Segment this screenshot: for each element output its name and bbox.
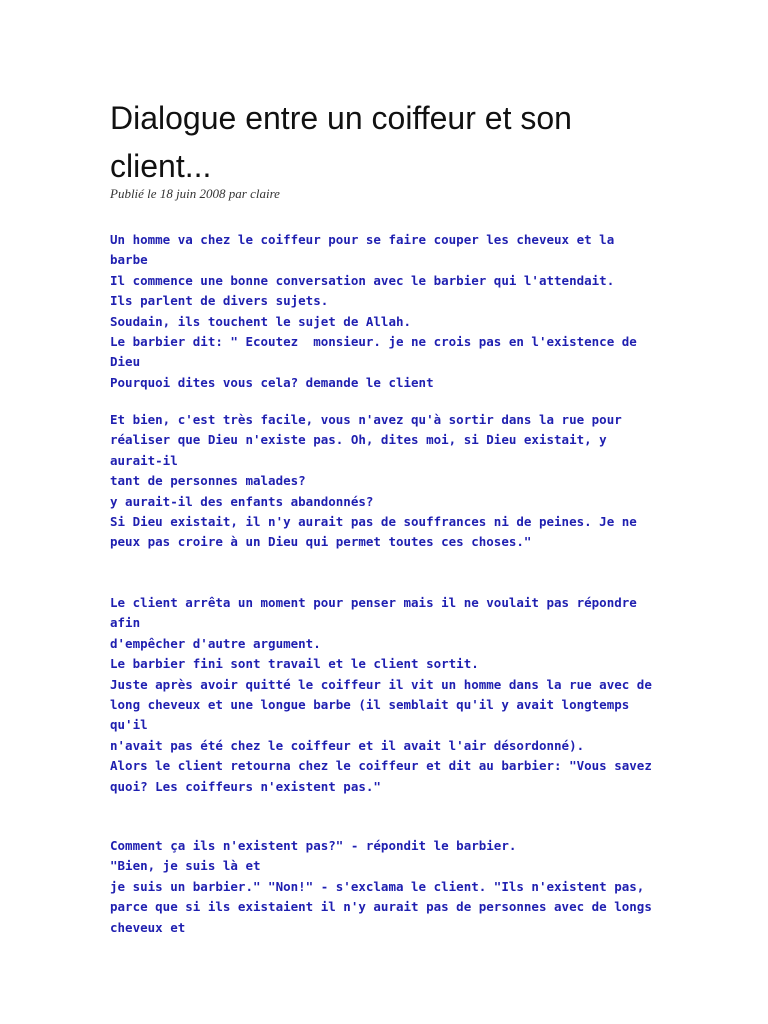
text-line: Le barbier dit: " Ecoutez monsieur. je ne crois pas en l'existence de bbox=[110, 334, 637, 350]
title-line-1: Dialogue entre un coiffeur et son bbox=[110, 100, 572, 136]
text-line: réaliser que Dieu n'existe pas. Oh, dites moi, si Dieu existait, y bbox=[110, 432, 607, 448]
text-line: tant de personnes malades? bbox=[110, 473, 306, 489]
text-line: Si Dieu existait, il n'y aurait pas de souffrances ni de peines. Je ne bbox=[110, 514, 637, 530]
title-line-2: client... bbox=[110, 148, 212, 184]
text-line: y aurait-il des enfants abandonnés? bbox=[110, 493, 374, 509]
byline: Publié le 18 juin 2008 par claire bbox=[110, 186, 280, 201]
text-line: Pourquoi dites vous cela? demande le client bbox=[110, 374, 434, 390]
text-line: "Bien, je suis là et bbox=[110, 858, 261, 874]
text-line: je suis un barbier." "Non!" - s'exclama le client. "Ils n'existent pas, bbox=[110, 878, 645, 894]
text-line: Comment ça ils n'existent pas?" - répondit le barbier. bbox=[110, 838, 517, 853]
text-line: Le barbier fini sont travail et le client sortit. bbox=[110, 656, 479, 672]
text-line: d'empêcher d'autre argument. bbox=[110, 635, 321, 651]
text-line: Et bien, c'est très facile, vous n'avez qu'à sortir dans la rue pour bbox=[110, 412, 622, 427]
article-title bbox=[110, 94, 670, 190]
text-line: Le client arrêta un moment pour penser mais il ne voulait pas répondre bbox=[110, 595, 637, 610]
text-line: Il commence une bonne conversation avec le barbier qui l'attendait. bbox=[110, 272, 615, 288]
paragraph-4 bbox=[110, 836, 670, 938]
text-line: Soudain, ils touchent le sujet de Allah. bbox=[110, 313, 412, 329]
paragraph-3 bbox=[110, 593, 670, 797]
text-line: Juste après avoir quitté le coiffeur il vit un homme dans la rue avec de bbox=[110, 676, 652, 692]
text-line: cheveux et bbox=[110, 919, 186, 935]
text-line: Ils parlent de divers sujets. bbox=[110, 293, 329, 309]
text-line: n'avait pas été chez le coiffeur et il avait l'air désordonné). bbox=[110, 737, 585, 753]
text-line: barbe bbox=[110, 252, 148, 268]
paragraph-2 bbox=[110, 410, 670, 553]
paragraph-1 bbox=[110, 230, 670, 393]
text-line: Un homme va chez le coiffeur pour se faire couper les cheveux et la bbox=[110, 232, 615, 247]
text-line: Dieu bbox=[110, 354, 141, 370]
text-line: qu'il bbox=[110, 717, 148, 733]
text-line: long cheveux et une longue barbe (il semblait qu'il y avait longtemps bbox=[110, 697, 630, 713]
text-line: afin bbox=[110, 615, 141, 631]
text-line: peux pas croire à un Dieu qui permet toutes ces choses." bbox=[110, 534, 532, 550]
text-line: Alors le client retourna chez le coiffeur et dit au barbier: "Vous savez bbox=[110, 758, 652, 774]
text-line: aurait-il bbox=[110, 452, 178, 468]
text-line: quoi? Les coiffeurs n'existent pas." bbox=[110, 778, 381, 794]
text-line: parce que si ils existaient il n'y aurait pas de personnes avec de longs bbox=[110, 899, 652, 915]
